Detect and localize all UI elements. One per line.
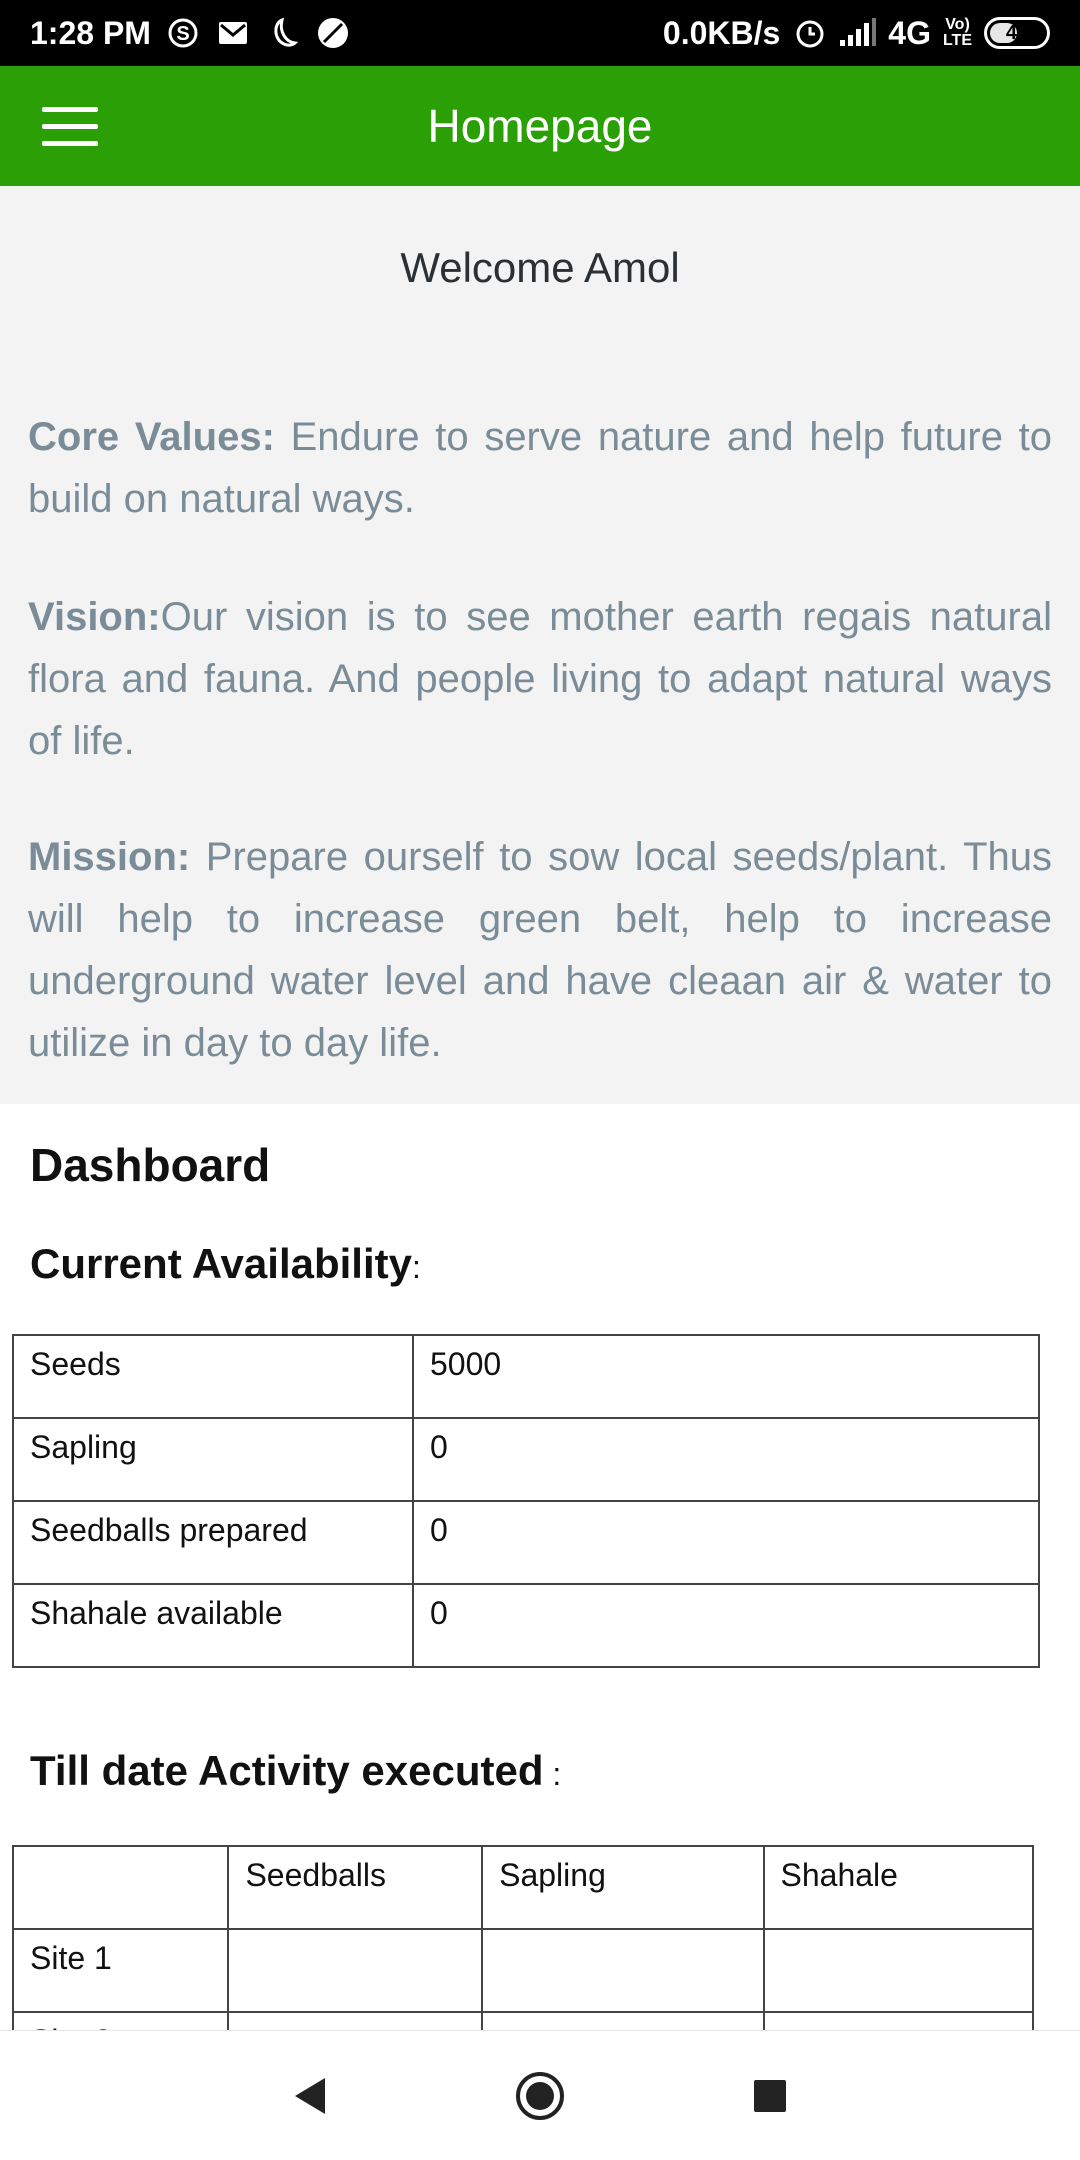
table-cell: Site 1 bbox=[13, 1929, 228, 2012]
recents-button[interactable] bbox=[740, 2066, 800, 2126]
table-cell bbox=[482, 1929, 763, 2012]
welcome-text: Welcome Amol bbox=[400, 244, 680, 291]
status-bar bbox=[0, 0, 1080, 66]
table-row bbox=[13, 1929, 1033, 2012]
back-triangle-icon bbox=[295, 2078, 325, 2114]
home-button[interactable] bbox=[510, 2066, 570, 2126]
app-bar bbox=[0, 66, 1080, 186]
table-header-cell bbox=[13, 1846, 228, 1929]
availability-table bbox=[12, 1334, 1040, 1668]
table-header-cell: Seedballs bbox=[228, 1846, 482, 1929]
status-time: 1:28 PM bbox=[30, 14, 151, 51]
vision-paragraph bbox=[28, 586, 1052, 772]
mission-label: Mission: bbox=[28, 835, 191, 879]
battery-level: 46 bbox=[1005, 21, 1029, 44]
system-nav-bar bbox=[0, 2030, 1080, 2160]
battery-icon bbox=[984, 17, 1050, 49]
current-availability-title: Current Availability: bbox=[30, 1240, 421, 1287]
table-cell: 0 bbox=[413, 1584, 1039, 1667]
moon-icon bbox=[265, 15, 301, 51]
alarm-icon bbox=[792, 15, 828, 51]
vision-label: Vision: bbox=[28, 595, 161, 639]
svg-text:S: S bbox=[176, 23, 190, 45]
table-row bbox=[13, 1501, 1039, 1584]
table-row bbox=[13, 1584, 1039, 1667]
core-values-text: Endure to serve nature and help future to build on natural ways. bbox=[28, 415, 1052, 521]
network-speed: 0.0KB/s bbox=[662, 14, 781, 51]
table-header-cell: Shahale bbox=[764, 1846, 1034, 1929]
back-button[interactable] bbox=[280, 2066, 340, 2126]
hamburger-menu-icon[interactable] bbox=[42, 96, 122, 156]
skype-icon bbox=[165, 15, 201, 51]
table-cell: Shahale available bbox=[13, 1584, 413, 1667]
recents-square-icon bbox=[754, 2080, 786, 2112]
gmail-icon bbox=[215, 15, 251, 51]
table-cell: Seeds bbox=[13, 1335, 413, 1418]
home-circle-icon bbox=[516, 2072, 564, 2120]
core-values-label: Core Values: bbox=[28, 415, 275, 459]
mission-text: Prepare ourself to sow local seeds/plant. Thus will help to increase green belt, help to increase underground water level and have cleaan air & water to utilize in day to day life. bbox=[28, 835, 1052, 1065]
intro-section bbox=[0, 186, 1080, 1104]
table-cell: 5000 bbox=[413, 1335, 1039, 1418]
volte-indicator: Vo) LTE bbox=[942, 16, 972, 49]
table-row bbox=[13, 1335, 1039, 1418]
table-cell bbox=[228, 1929, 482, 2012]
circle-slash-icon bbox=[315, 15, 351, 51]
table-cell: Sapling bbox=[13, 1418, 413, 1501]
table-row bbox=[13, 1418, 1039, 1501]
table-header-row bbox=[13, 1846, 1033, 1929]
table-cell: 0 bbox=[413, 1418, 1039, 1501]
mission-paragraph bbox=[28, 826, 1052, 1074]
page-title: Homepage bbox=[427, 100, 653, 152]
table-header-cell: Sapling bbox=[482, 1846, 763, 1929]
table-cell bbox=[764, 1929, 1034, 2012]
activity-table-viewport bbox=[12, 1845, 1036, 2030]
core-values-paragraph bbox=[28, 406, 1052, 530]
table-cell: Seedballs prepared bbox=[13, 1501, 413, 1584]
dashboard-title: Dashboard bbox=[30, 1139, 271, 1191]
network-type: 4G bbox=[888, 14, 931, 51]
signal-icon bbox=[840, 15, 876, 51]
vision-text: Our vision is to see mother earth regais natural flora and fauna. And people living to adapt natural ways of life. bbox=[28, 595, 1052, 763]
activity-executed-title: Till date Activity executed : bbox=[30, 1747, 562, 1794]
table-cell: 0 bbox=[413, 1501, 1039, 1584]
